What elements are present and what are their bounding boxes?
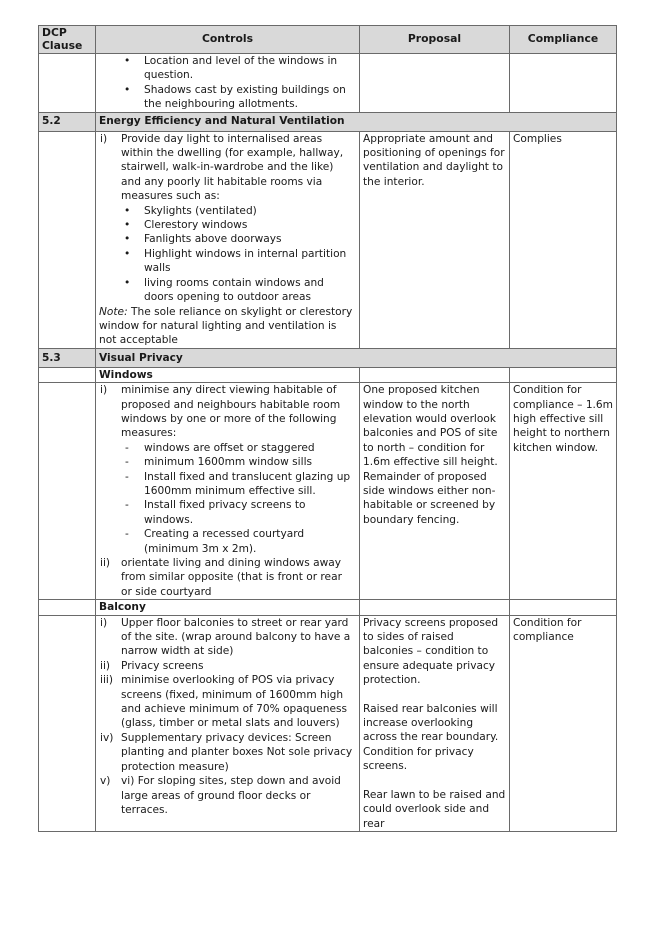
- list-item: • Skylights (ventilated): [124, 204, 257, 217]
- continued-controls: [96, 54, 360, 113]
- section-row-5-2: [39, 112, 617, 131]
- section-title: Energy Efficiency and Natural Ventilation: [96, 112, 617, 131]
- list-item: - Install fixed and translucent glazing up 1600mm minimum effective sill.: [125, 470, 351, 497]
- clause-number: 5.3: [39, 348, 96, 367]
- dcp-compliance-table: [38, 25, 617, 832]
- bullet-icon: •: [124, 83, 131, 96]
- table-row-continued: [39, 54, 617, 113]
- controls-cell: [96, 383, 360, 600]
- list-item: i) minimise any direct viewing habitable of proposed and neighbours habitable room windows by one or more of the following measures:: [100, 384, 341, 440]
- compliance-cell: Condition for compliance – 1.6m high effective sill height to northern kitchen window.: [510, 383, 617, 600]
- proposal-cell: Appropriate amount and positioning of openings for ventilation and daylight to the interior.: [360, 131, 510, 348]
- dash-icon: -: [125, 499, 129, 512]
- list-item: • living rooms contain windows and doors opening to outdoor areas: [124, 276, 324, 304]
- subheading-balcony: Balcony: [96, 600, 360, 615]
- list-item: - Install fixed privacy screens to windows.: [125, 499, 306, 526]
- proposal-cell: [360, 615, 510, 831]
- controls-cell: [96, 131, 360, 348]
- bullet-icon: •: [124, 55, 131, 67]
- subheading-windows: Windows: [96, 367, 360, 382]
- section-title: Visual Privacy: [96, 348, 617, 367]
- section-row-5-3: [39, 348, 617, 367]
- table-row-balcony: [39, 615, 617, 831]
- controls-cell: [96, 615, 360, 831]
- list-item: - Creating a recessed courtyard (minimum 3m x 2m).: [125, 528, 305, 555]
- compliance-cell: Condition for compliance: [510, 615, 617, 831]
- list-item: iii) minimise overlooking of POS via privacy screens (fixed, minimum of 1600mm high and achieve minimum of 70% opaqueness (glass, timber or metal slats and louvers): [100, 674, 348, 730]
- list-item: - windows are offset or staggered: [125, 441, 315, 454]
- clause-number: 5.2: [39, 112, 96, 131]
- subheading-row-windows: [39, 367, 617, 382]
- header-controls: Controls: [96, 26, 360, 54]
- list-item: i) Provide day light to internalised areas within the dwelling (for example, hallway, stairwell, walk-in-wardrobe and the like) and any poorly lit habitable rooms via measures such as:: [100, 132, 344, 203]
- dash-icon: -: [125, 441, 129, 454]
- table-row-windows: [39, 383, 617, 600]
- bullet-icon: •: [124, 276, 131, 289]
- list-item: • Fanlights above doorways: [124, 233, 282, 246]
- table-header-row: [39, 26, 617, 54]
- bullet-icon: •: [124, 233, 131, 246]
- proposal-paragraph: Raised rear balconies will increase overlooking across the rear boundary. Condition for privacy screens.: [363, 702, 499, 773]
- list-item: • Clerestory windows: [124, 219, 248, 232]
- bullet-icon: •: [124, 219, 131, 232]
- list-item: i) Upper floor balconies to street or rear yard of the site. (wrap around balcony to have a narrow width at side): [100, 616, 351, 658]
- dash-icon: -: [125, 470, 129, 483]
- header-compliance: Compliance: [510, 26, 617, 54]
- dash-icon: -: [125, 528, 129, 541]
- list-item: ii) orientate living and dining windows away from similar opposite (that is front or rear or side courtyard: [100, 557, 342, 598]
- proposal-paragraph: Privacy screens proposed to sides of raised balconies – condition to ensure adequate privacy protection.: [363, 616, 499, 687]
- bullet-icon: •: [124, 247, 131, 260]
- proposal-cell: One proposed kitchen window to the north elevation would overlook balconies and POS of site to north – condition for 1.6m effective sill height. Remainder of proposed side windows either non-habitable or screened by boundary fencing.: [360, 383, 510, 600]
- header-clause: DCP Clause: [39, 26, 96, 54]
- compliance-cell: Complies: [510, 131, 617, 348]
- note: Note: The sole reliance on skylight or clerestory window for natural lighting and ventilation is not acceptable: [99, 305, 353, 347]
- bullet-icon: •: [124, 204, 131, 217]
- list-item: • Shadows cast by existing buildings on the neighbouring allotments.: [124, 83, 346, 111]
- proposal-paragraph: Rear lawn to be raised and could overlook side and rear: [363, 788, 506, 830]
- table-row-5-2: [39, 131, 617, 348]
- list-item: - minimum 1600mm window sills: [125, 456, 313, 469]
- dash-icon: -: [125, 456, 129, 469]
- subheading-row-balcony: [39, 600, 617, 615]
- list-item: v) vi) For sloping sites, step down and avoid large areas of ground floor decks or terraces.: [100, 775, 341, 816]
- header-proposal: Proposal: [360, 26, 510, 54]
- list-item: iv) Supplementary privacy devices: Screen planting and planter boxes Not sole privacy protection measure): [100, 731, 353, 773]
- list-item: ii) Privacy screens: [100, 659, 204, 672]
- list-item: • Location and level of the windows in question.: [124, 55, 338, 82]
- list-item: • Highlight windows in internal partition walls: [124, 247, 347, 275]
